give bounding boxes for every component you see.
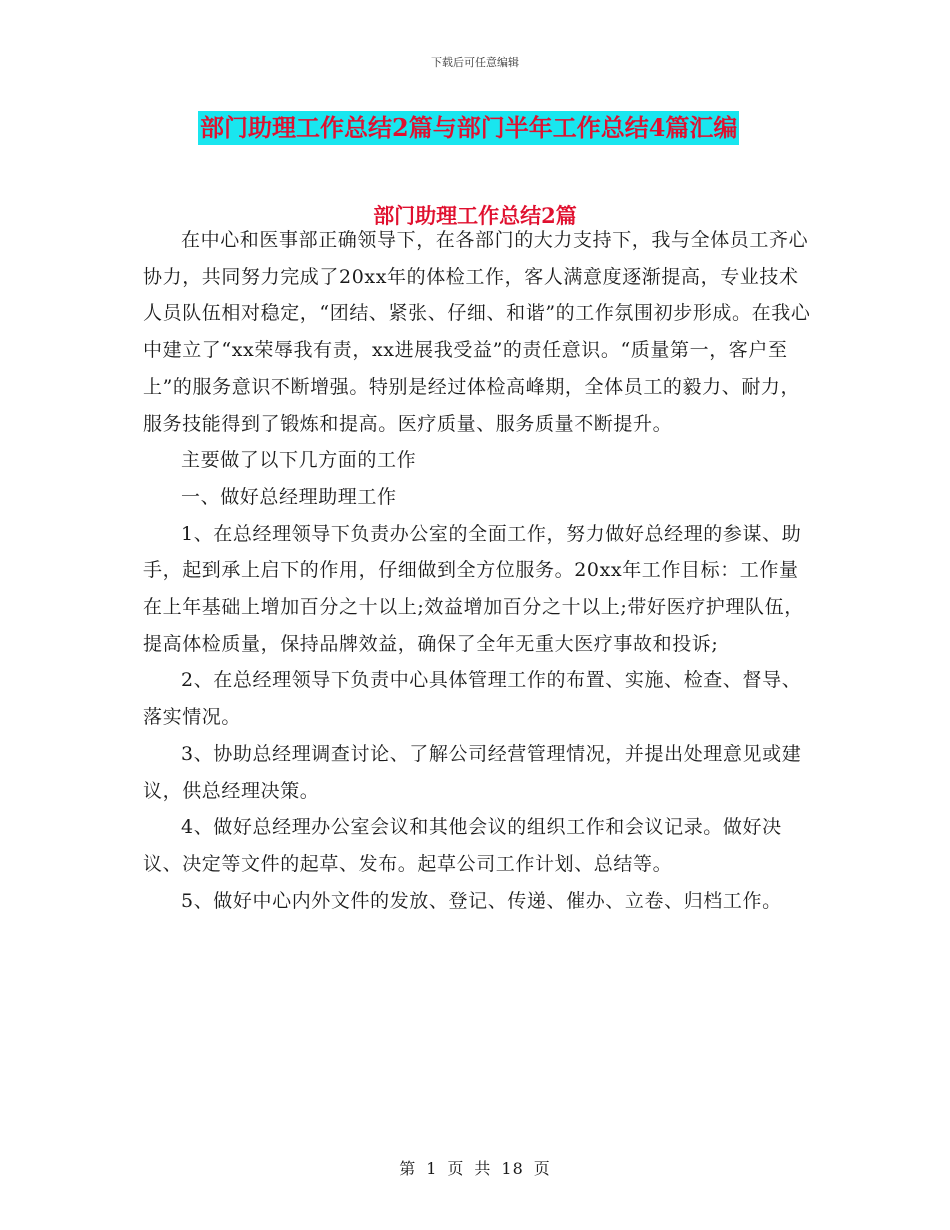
paragraph: 主要做了以下几方面的工作 bbox=[181, 449, 417, 472]
footer-label-total: 共 bbox=[474, 1159, 492, 1178]
paragraph: 2、在总经理领导下负责中心具体管理工作的布置、实施、检查、督导、落实情况。 bbox=[143, 669, 802, 729]
current-page-number: 1 bbox=[426, 1159, 438, 1178]
paragraph: 5、做好中心内外文件的发放、登记、传递、催办、立卷、归档工作。 bbox=[181, 889, 782, 912]
footer-label-of: 页 bbox=[447, 1159, 465, 1178]
document-body bbox=[143, 222, 813, 919]
paragraph: 在中心和医事部正确领导下，在各部门的大力支持下，我与全体员工齐心协力，共同努力完成了20xx年的体检工作，客人满意度逐渐提高，专业技术人员队伍相对稳定，“团结、紧张、仔细、和谐”的工作氛围初步形成。在我心中建立了“xx荣辱我有责，xx进展我受益”的责任意识。“质量第一，客户至上”的服务意识不断增强。特别是经过体检高峰期，全体员工的毅力、耐力，服务技能得到了锻炼和提高。医疗质量、服务质量不断提升。 bbox=[143, 229, 811, 435]
section-title: 部门助理工作总结2篇 bbox=[373, 203, 577, 228]
paragraph: 4、做好总经理办公室会议和其他会议的组织工作和会议记录。做好决议、决定等文件的起草、发布。起草公司工作计划、总结等。 bbox=[143, 816, 782, 875]
total-pages-number: 18 bbox=[501, 1159, 524, 1178]
paragraph: 1、在总经理领导下负责办公室的全面工作，努力做好总经理的参谋、助手，起到承上启下的作用，仔细做到全方位服务。20xx年工作目标：工作量在上年基础上增加百分之十以上;效益增加百分之十以上;带好医疗护理队伍，提高体检质量，保持品牌效益，确保了全年无重大医疗事故和投诉; bbox=[143, 522, 804, 655]
document-title: 部门助理工作总结2篇与部门半年工作总结4篇汇编 bbox=[198, 111, 739, 145]
page-footer bbox=[0, 1156, 950, 1179]
footer-label-page: 第 bbox=[399, 1159, 417, 1178]
header-note: 下载后可任意编辑 bbox=[431, 56, 519, 69]
paragraph: 3、协助总经理调查讨论、了解公司经营管理情况，并提出处理意见或建议，供总经理决策。 bbox=[143, 742, 802, 802]
footer-label-end: 页 bbox=[533, 1159, 551, 1178]
paragraph: 一、做好总经理助理工作 bbox=[181, 485, 397, 508]
